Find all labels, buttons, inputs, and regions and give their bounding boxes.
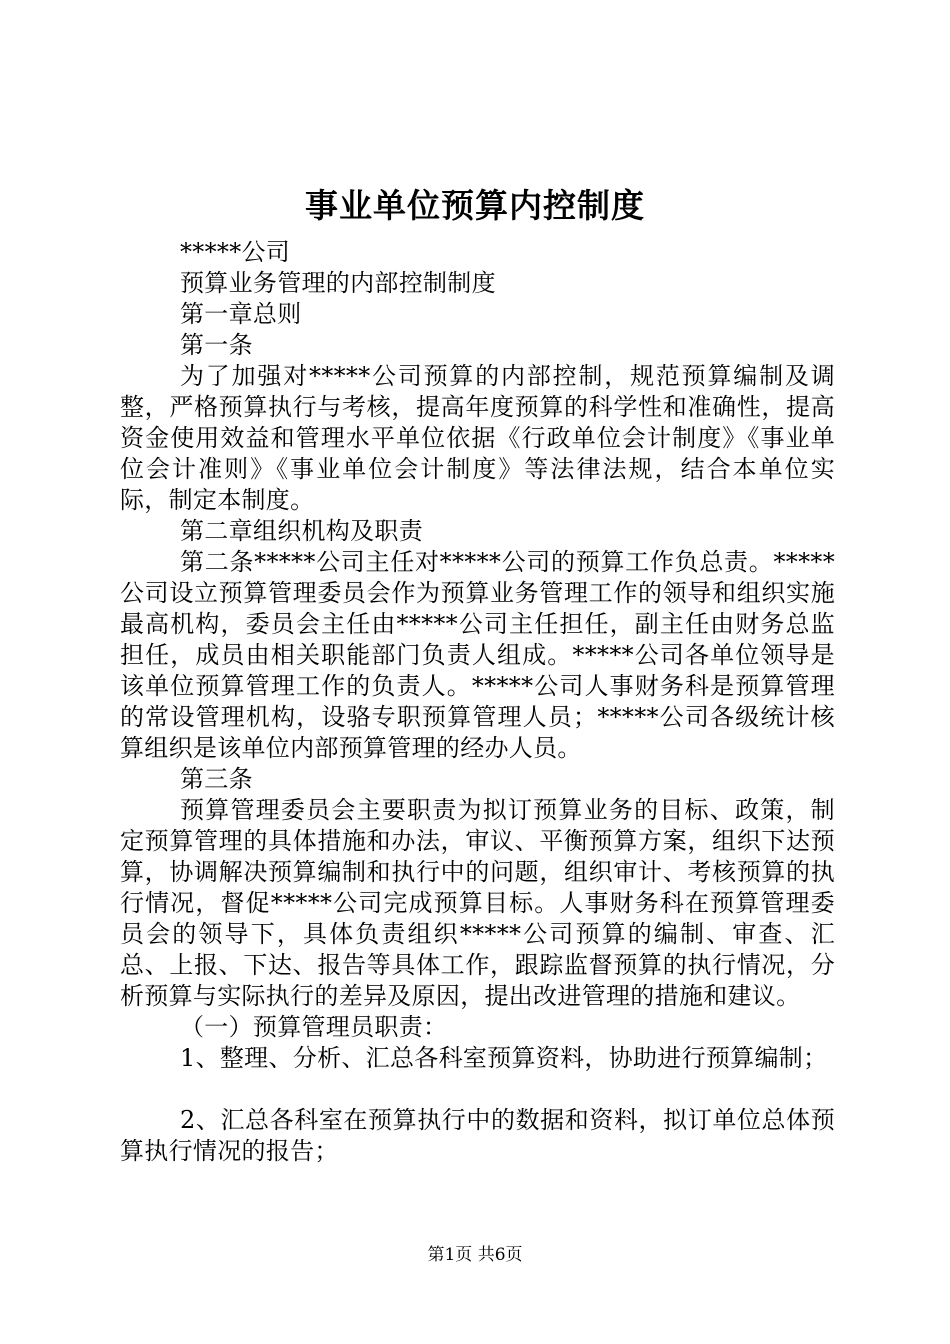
article-heading: 第一条 — [180, 331, 253, 359]
subtitle-line: 预算业务管理的内部控制制度 — [180, 269, 496, 297]
document-body — [120, 237, 835, 1167]
company-line: *****公司 — [180, 238, 291, 266]
body-paragraph: 预算管理委员会主要职责为拟订预算业务的目标、政策，制定预算管理的具体措施和办法，审议、平衡预算方案，组织下达预算，协调解决预算编制和执行中的问题，组织审计、考核预算的执行情况，督促*****公司完成预算目标。人事财务科在预算管理委员会的领导下，具体负责组织*****公司预算的编制、审查、汇总、上报、下达、报告等具体工作，跟踪监督预算的执行情况，分析预算与实际执行的差异及原因，提出改进管理的措施和建议。 — [120, 796, 835, 1010]
article-heading: 第三条 — [180, 765, 253, 793]
chapter-heading: 第二章组织机构及职责 — [180, 517, 423, 545]
document-title: 事业单位预算内控制度 — [305, 186, 645, 225]
list-item: 2、汇总各科室在预算执行中的数据和资料，拟订单位总体预算执行情况的报告； — [120, 1106, 835, 1165]
list-item: 1、整理、分析、汇总各科室预算资料，协助进行预算编制； — [180, 1044, 828, 1072]
body-paragraph: 第二条*****公司主任对*****公司的预算工作负总责。*****公司设立预算管理委员会作为预算业务管理工作的领导和组织实施最高机构，委员会主任由*****公司主任担任，副主任由财务总监担任，成员由相关职能部门负责人组成。*****公司各单位领导是该单位预算管理工作的负责人。*****公司人事财务科是预算管理的常设管理机构，设骆专职预算管理人员；*****公司各级统计核算组织是该单位内部预算管理的经办人员。 — [120, 548, 835, 762]
chapter-heading: 第一章总则 — [180, 300, 302, 328]
body-paragraph: 为了加强对*****公司预算的内部控制，规范预算编制及调整，严格预算执行与考核，提高年度预算的科学性和准确性，提高资金使用效益和管理水平单位依据《行政单位会计制度》《事业单位会计准则》《事业单位会计制度》等法律法规，结合本单位实际，制定本制度。 — [120, 362, 835, 514]
page-footer: 第1页 共6页 — [427, 1245, 523, 1265]
section-heading: （一）预算管理员职责： — [180, 1013, 448, 1041]
